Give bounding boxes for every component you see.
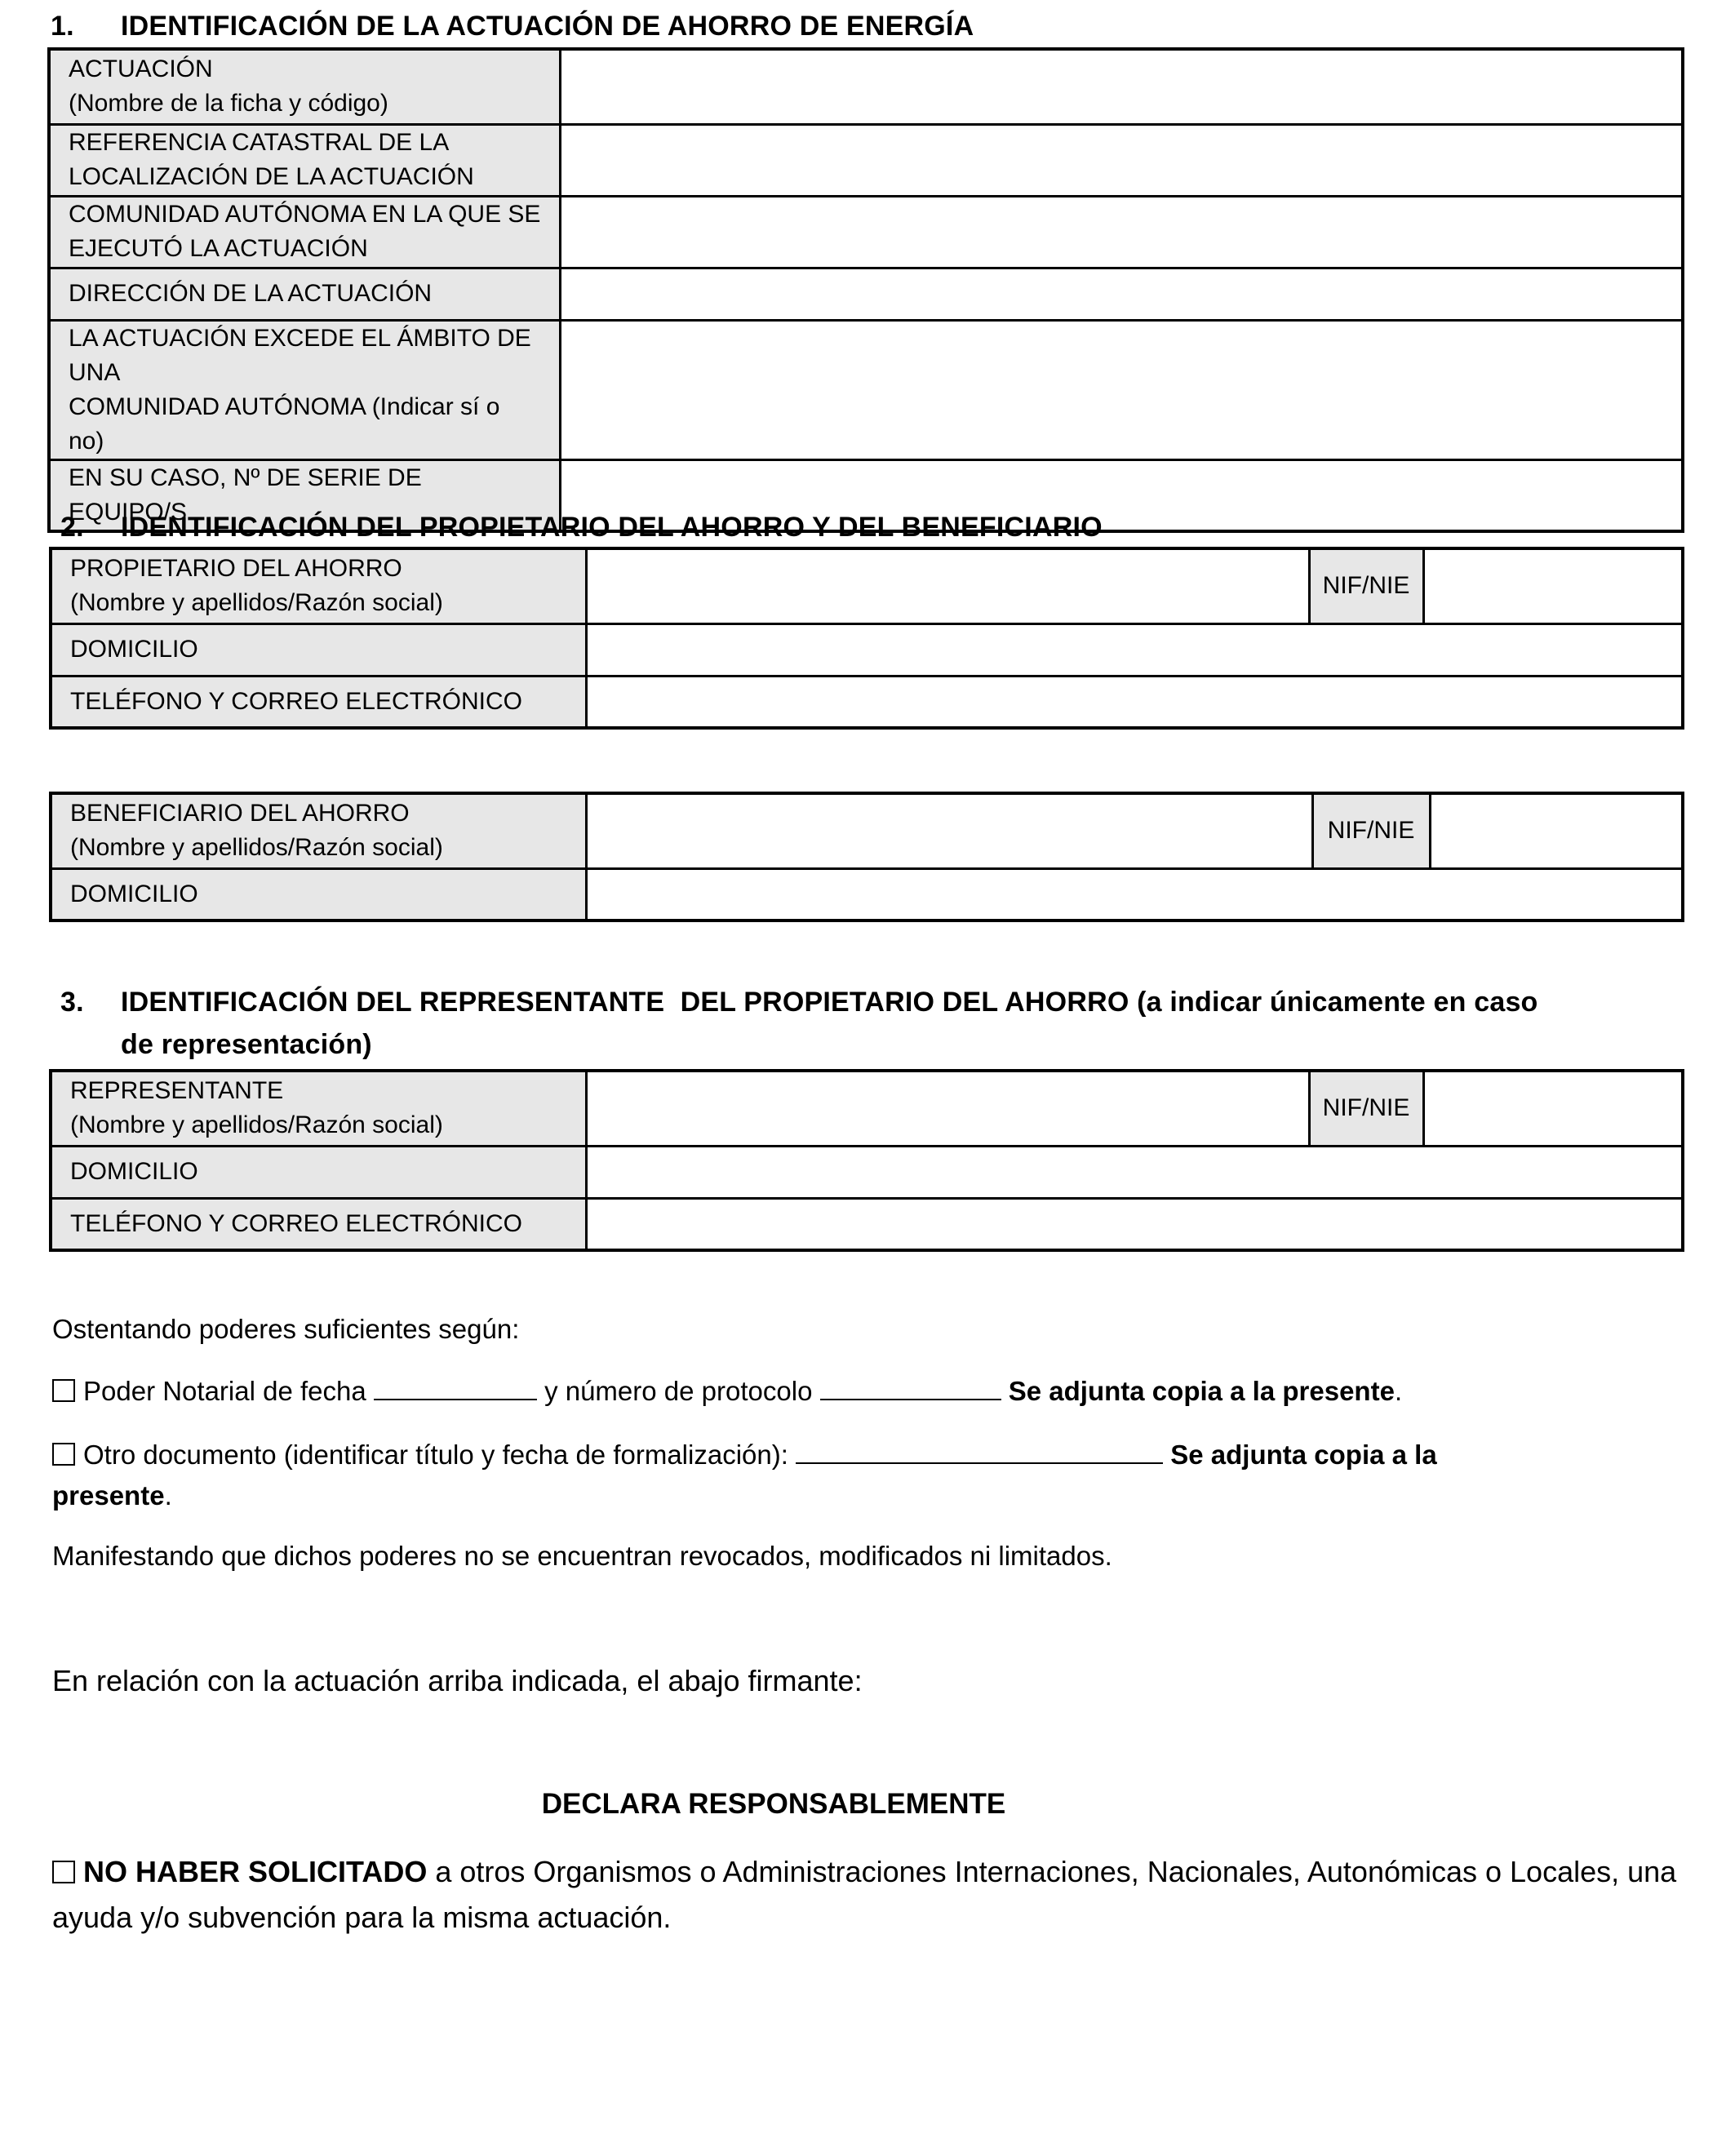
cadastral-label xyxy=(49,124,560,196)
representative-address-row xyxy=(51,1146,1683,1198)
section1-number: 1. xyxy=(51,11,74,42)
other-document-label: Otro documento (identificar título y fecha de formalización): xyxy=(83,1440,788,1470)
representative-name-row xyxy=(51,1071,1683,1146)
section2-number: 2. xyxy=(60,512,84,543)
representative-name-label xyxy=(51,1071,586,1146)
section2-title: IDENTIFICACIÓN DEL PROPIETARIO DEL AHORRO Y DEL BENEFICIARIO xyxy=(121,512,1103,543)
beneficiary-address-label: DOMICILIO xyxy=(51,868,586,921)
owner-name-label xyxy=(51,548,586,623)
other-document-checkbox[interactable] xyxy=(52,1443,75,1466)
beneficiary-name-label xyxy=(51,793,586,868)
notarial-attach-note: Se adjunta copia a la presente xyxy=(1008,1376,1395,1406)
label-line: REPRESENTANTE xyxy=(70,1077,284,1105)
label-line: ACTUACIÓN xyxy=(69,55,213,83)
section2-heading xyxy=(60,506,1103,548)
label-line: LOCALIZACIÓN DE LA ACTUACIÓN xyxy=(69,163,474,190)
beneficiary-nif-label: NIF/NIE xyxy=(1312,793,1430,868)
region-input[interactable] xyxy=(560,196,1683,268)
representative-contact-row xyxy=(51,1198,1683,1250)
cadastral-input[interactable] xyxy=(560,124,1683,196)
actuation-row xyxy=(49,49,1683,124)
representative-contact-input[interactable] xyxy=(586,1198,1683,1250)
actuation-label xyxy=(49,49,560,124)
punctuation: . xyxy=(164,1480,172,1511)
representative-name-input[interactable] xyxy=(586,1071,1309,1146)
not-requested-text-cont: ayuda y/o subvención para la misma actuación. xyxy=(52,1901,672,1934)
powers-option-notarial xyxy=(52,1371,1402,1412)
owner-address-label: DOMICILIO xyxy=(51,623,586,676)
beneficiary-name-input[interactable] xyxy=(586,793,1312,868)
powers-intro: Ostentando poderes suficientes según: xyxy=(52,1314,520,1344)
representative-nif-label: NIF/NIE xyxy=(1309,1071,1423,1146)
representative-address-label: DOMICILIO xyxy=(51,1146,586,1198)
actuation-address-label: DIRECCIÓN DE LA ACTUACIÓN xyxy=(49,268,560,320)
exceeds-region-label xyxy=(49,320,560,459)
representative-table xyxy=(49,1069,1684,1252)
not-requested-checkbox[interactable] xyxy=(52,1861,75,1883)
other-document-field[interactable] xyxy=(796,1438,1163,1464)
representative-contact-label: TELÉFONO Y CORREO ELECTRÓNICO xyxy=(51,1198,586,1250)
exceeds-region-input[interactable] xyxy=(560,320,1683,459)
label-line: PROPIETARIO DEL AHORRO xyxy=(70,555,402,583)
not-requested-text: a otros Organismos o Administraciones Internaciones, Nacionales, Autonómicas o Locales, una xyxy=(435,1855,1677,1888)
label-line: (Nombre y apellidos/Razón social) xyxy=(70,1111,443,1139)
notarial-date-field[interactable] xyxy=(374,1374,537,1400)
label-line: LA ACTUACIÓN EXCEDE EL ÁMBITO DE UNA xyxy=(69,324,531,386)
protocol-label: y número de protocolo xyxy=(544,1376,813,1406)
actuation-address-input[interactable] xyxy=(560,268,1683,320)
cadastral-row xyxy=(49,124,1683,196)
label-line: BENEFICIARIO DEL AHORRO xyxy=(70,800,410,827)
beneficiary-address-input[interactable] xyxy=(586,868,1683,921)
section1-heading xyxy=(51,5,974,47)
powers-option-other xyxy=(52,1435,1505,1516)
section3-title: IDENTIFICACIÓN DEL REPRESENTANTE DEL PROPIETARIO DEL AHORRO (a indicar únicamente en caso xyxy=(121,987,1538,1018)
section3-number: 3. xyxy=(60,987,84,1018)
beneficiary-name-row xyxy=(51,793,1683,868)
declaration-intro: En relación con la actuación arriba indicada, el abajo firmante: xyxy=(52,1664,863,1697)
label-line: COMUNIDAD AUTÓNOMA EN LA QUE SE xyxy=(69,201,541,228)
powers-closing: Manifestando que dichos poderes no se encuentran revocados, modificados ni limitados. xyxy=(52,1541,1112,1571)
owner-name-row xyxy=(51,548,1683,623)
notarial-checkbox[interactable] xyxy=(52,1379,75,1402)
beneficiary-table xyxy=(49,792,1684,922)
label-line: (Nombre y apellidos/Razón social) xyxy=(70,589,443,617)
other-attach-note-cont: presente xyxy=(52,1480,165,1511)
beneficiary-nif-input[interactable] xyxy=(1430,793,1683,868)
other-attach-note: Se adjunta copia a la xyxy=(1170,1440,1437,1470)
declaration-item xyxy=(52,1849,1693,1941)
owner-name-input[interactable] xyxy=(586,548,1309,623)
owner-contact-input[interactable] xyxy=(586,676,1683,728)
owner-table xyxy=(49,547,1684,730)
owner-contact-label: TELÉFONO Y CORREO ELECTRÓNICO xyxy=(51,676,586,728)
beneficiary-address-row xyxy=(51,868,1683,921)
notarial-label: Poder Notarial de fecha xyxy=(83,1376,366,1406)
exceeds-region-row xyxy=(49,320,1683,459)
region-row xyxy=(49,196,1683,268)
serial-label: EN SU CASO, Nº DE SERIE DE EQUIPO/S xyxy=(49,459,560,531)
owner-nif-input[interactable] xyxy=(1423,548,1683,623)
owner-nif-label: NIF/NIE xyxy=(1309,548,1423,623)
label-line: COMUNIDAD AUTÓNOMA (Indicar sí o no) xyxy=(69,393,500,455)
actuation-table xyxy=(47,47,1684,533)
declaration-heading: DECLARA RESPONSABLEMENTE xyxy=(541,1788,1006,1820)
label-line: (Nombre y apellidos/Razón social) xyxy=(70,834,443,862)
section1-title: IDENTIFICACIÓN DE LA ACTUACIÓN DE AHORRO DE ENERGÍA xyxy=(121,11,974,42)
representative-address-input[interactable] xyxy=(586,1146,1683,1198)
section3-title-cont: de representación) xyxy=(121,1029,372,1060)
owner-address-row xyxy=(51,623,1683,676)
representative-nif-input[interactable] xyxy=(1423,1071,1683,1146)
not-requested-label: NO HABER SOLICITADO xyxy=(83,1855,428,1888)
address-row xyxy=(49,268,1683,320)
owner-contact-row xyxy=(51,676,1683,728)
label-line: (Nombre de la ficha y código) xyxy=(69,90,388,118)
region-label xyxy=(49,196,560,268)
punctuation: . xyxy=(1394,1376,1403,1406)
section3-heading xyxy=(60,981,1660,1066)
protocol-number-field[interactable] xyxy=(820,1374,1001,1400)
actuation-input[interactable] xyxy=(560,49,1683,124)
label-line: REFERENCIA CATASTRAL DE LA xyxy=(69,129,450,156)
label-line: EJECUTÓ LA ACTUACIÓN xyxy=(69,235,368,262)
owner-address-input[interactable] xyxy=(586,623,1683,676)
